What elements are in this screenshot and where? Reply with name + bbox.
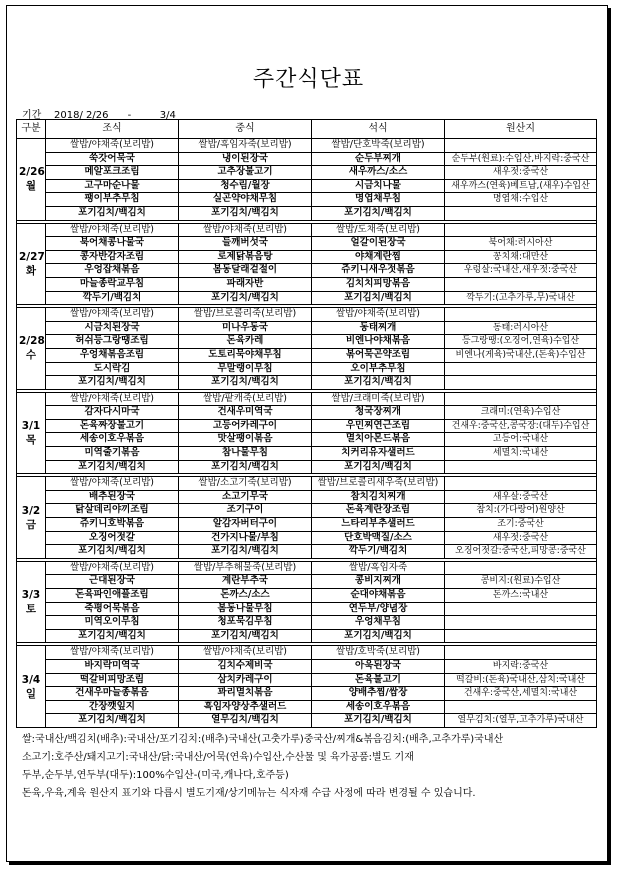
page-title: 주간식단표 <box>252 67 365 92</box>
lunch-item: 돈까스/소스 <box>179 589 312 603</box>
breakfast-item: 세송이호우볶음 <box>46 433 179 447</box>
lunch-item: 도토리묵야채무침 <box>179 348 312 362</box>
breakfast-item: 미역줄기볶음 <box>46 447 179 461</box>
table-row <box>17 392 597 406</box>
table-row <box>17 646 597 660</box>
dinner-item: 김치치피망볶음 <box>312 277 445 291</box>
origin-cell: 콩비지:(원료)수입산 <box>445 575 597 589</box>
origin-cell: 참치:(가다랑어)원양산 <box>445 504 597 518</box>
dinner-item: 깍두기/백김치 <box>312 545 445 559</box>
table-row <box>17 561 597 575</box>
breakfast-item: 포기김치/백김치 <box>46 714 179 728</box>
origin-cell: 순두부(원료):수입산,바지락:중국산 <box>445 152 597 166</box>
table-row <box>17 223 597 237</box>
breakfast-item: 돈육파인애플조림 <box>46 589 179 603</box>
lunch-item: 봄동나물무침 <box>179 602 312 616</box>
table-row <box>17 629 597 643</box>
lunch-item: 고등어카레구이 <box>179 419 312 433</box>
origin-cell: 북어채:러시아산 <box>445 237 597 251</box>
lunch-item: 쌀밥/흑임자죽(보리밥) <box>179 139 312 153</box>
dinner-item: 돈육불고기 <box>312 673 445 687</box>
day-cell <box>17 308 46 390</box>
breakfast-item: 북어채콩나물국 <box>46 237 179 251</box>
table-row <box>17 531 597 545</box>
breakfast-item: 시금치된장국 <box>46 321 179 335</box>
dinner-item: 오이부추무침 <box>312 362 445 376</box>
breakfast-item: 포기김치/백김치 <box>46 206 179 220</box>
table-row <box>17 179 597 193</box>
day-date: 2/26 <box>19 166 45 179</box>
dinner-item: 쌀밥/흑임자죽 <box>312 561 445 575</box>
table-row <box>17 348 597 362</box>
dinner-item: 야채계란찜 <box>312 250 445 264</box>
table-row <box>17 362 597 376</box>
table-row <box>17 206 597 220</box>
origin-cell: 비엔나(게육)국내산,(돈육)수입산 <box>445 348 597 362</box>
lunch-item: 건가지나물/부침 <box>179 531 312 545</box>
table-row <box>17 277 597 291</box>
breakfast-item: 쌀밥/야채죽(보리밥) <box>46 308 179 322</box>
dinner-item: 비엔나야채볶음 <box>312 335 445 349</box>
breakfast-item: 배추된장국 <box>46 490 179 504</box>
day-date: 3/2 <box>21 504 41 517</box>
lunch-item: 쌀밥/야채죽(보리밥) <box>179 646 312 660</box>
dinner-item: 우엉채무침 <box>312 616 445 630</box>
lunch-item: 로제닭볶음탕 <box>179 250 312 264</box>
origin-cell: 돈까스:국내산 <box>445 589 597 603</box>
table-row <box>17 460 597 474</box>
origin-cell <box>445 277 597 291</box>
origin-cell <box>445 206 597 220</box>
lunch-item: 돈육카레 <box>179 335 312 349</box>
origin-cell: 고등어:국내산 <box>445 433 597 447</box>
table-row <box>17 700 597 714</box>
breakfast-item: 쌀밥/야채죽(보리밥) <box>46 477 179 491</box>
table-row <box>17 433 597 447</box>
lunch-item: 알감자버터구이 <box>179 518 312 532</box>
day-cell <box>17 392 46 474</box>
day-weekday: 토 <box>25 603 37 616</box>
dinner-item: 얼갈이된장국 <box>312 237 445 251</box>
dinner-item: 쌀밥/단호박죽(보리밥) <box>312 139 445 153</box>
dinner-item: 멸치아몬드볶음 <box>312 433 445 447</box>
breakfast-item: 마늘종락교무침 <box>46 277 179 291</box>
table-row <box>17 687 597 701</box>
origin-cell: 새우젓:중국산 <box>445 166 597 180</box>
dinner-item: 느타리부추샐러드 <box>312 518 445 532</box>
breakfast-item: 간장깻잎지 <box>46 700 179 714</box>
breakfast-item: 건새우마늘종볶음 <box>46 687 179 701</box>
table-row <box>17 139 597 153</box>
period-end: 3/4 <box>159 110 176 121</box>
breakfast-item: 허쉬등그랑땡조림 <box>46 335 179 349</box>
dinner-item: 연두부/양념장 <box>312 602 445 616</box>
breakfast-item: 오징어젓갈 <box>46 531 179 545</box>
lunch-item: 실곤약야채무침 <box>179 193 312 207</box>
day-weekday: 월 <box>25 180 37 193</box>
origin-cell: 동태:러시아산 <box>445 321 597 335</box>
breakfast-item: 닭살데리야끼조림 <box>46 504 179 518</box>
dinner-item: 양배추찜/쌈장 <box>312 687 445 701</box>
origin-cell <box>445 629 597 643</box>
lunch-item: 참나물무침 <box>179 447 312 461</box>
table-row <box>17 447 597 461</box>
origin-cell <box>445 223 597 237</box>
table-row <box>17 335 597 349</box>
table-row <box>17 152 597 166</box>
origin-cell: 오징어젓갈:중국산,피망콩:중국산 <box>445 545 597 559</box>
origin-cell <box>445 460 597 474</box>
day-weekday: 화 <box>25 264 37 277</box>
dinner-item: 순두부찌개 <box>312 152 445 166</box>
table-row <box>17 291 597 305</box>
dinner-item: 포기김치/백김치 <box>312 206 445 220</box>
lunch-item: 건새우미역국 <box>179 406 312 420</box>
lunch-item: 쌀밥/브로콜리죽(보리밥) <box>179 308 312 322</box>
breakfast-item: 쑥갓어묵국 <box>46 152 179 166</box>
lunch-item: 고추장불고기 <box>179 166 312 180</box>
lunch-item: 들깨버섯국 <box>179 237 312 251</box>
origin-cell: 명엽채:수입산 <box>445 193 597 207</box>
lunch-item: 소고기무국 <box>179 490 312 504</box>
origin-cell <box>445 308 597 322</box>
lunch-item: 미나우동국 <box>179 321 312 335</box>
breakfast-item: 도시락김 <box>46 362 179 376</box>
header-breakfast: 조식 <box>46 120 179 139</box>
origin-cell <box>445 376 597 390</box>
table-row <box>17 575 597 589</box>
lunch-item: 맛살팽이볶음 <box>179 433 312 447</box>
lunch-item: 냉이된장국 <box>179 152 312 166</box>
header-category: 구분 <box>17 120 46 139</box>
lunch-item: 쌀밥/야채죽(보리밥) <box>179 223 312 237</box>
dinner-item: 포기김치/백김치 <box>312 714 445 728</box>
table-row <box>17 714 597 728</box>
dinner-item: 쌀밥/브로콜리새우죽(보리밥) <box>312 477 445 491</box>
dinner-item: 새우까스/소스 <box>312 166 445 180</box>
day-date: 2/27 <box>19 250 45 263</box>
lunch-item: 김치수제비국 <box>179 659 312 673</box>
lunch-item: 청수림/월장 <box>179 179 312 193</box>
table-row <box>17 659 597 673</box>
dinner-item: 동태찌개 <box>312 321 445 335</box>
lunch-item: 포기김치/백김치 <box>179 206 312 220</box>
breakfast-item: 포기김치/백김치 <box>46 629 179 643</box>
breakfast-item: 쌀밥/야채죽(보리밥) <box>46 392 179 406</box>
dinner-item: 포기김치/백김치 <box>312 460 445 474</box>
breakfast-item: 쌀밥/야채죽(보리밥) <box>46 646 179 660</box>
table-row <box>17 193 597 207</box>
origin-cell: 바지락:중국산 <box>445 659 597 673</box>
header-row <box>17 120 597 139</box>
table-row <box>17 518 597 532</box>
origin-cell: 새우젓:중국산 <box>445 531 597 545</box>
lunch-item: 포기김치/백김치 <box>179 291 312 305</box>
origin-cell: 꽁치채:대만산 <box>445 250 597 264</box>
dinner-item: 아욱된장국 <box>312 659 445 673</box>
breakfast-item: 쥬키니호박볶음 <box>46 518 179 532</box>
lunch-item: 포기김치/백김치 <box>179 545 312 559</box>
breakfast-item: 감자다시마국 <box>46 406 179 420</box>
breakfast-item: 메알포크조림 <box>46 166 179 180</box>
dinner-item: 쌀밥/호박죽(보리밥) <box>312 646 445 660</box>
dinner-item: 세송이호우볶음 <box>312 700 445 714</box>
table-row <box>17 504 597 518</box>
breakfast-item: 우엉잡채볶음 <box>46 264 179 278</box>
table-row <box>17 477 597 491</box>
dinner-item: 돈육계란장조림 <box>312 504 445 518</box>
table-row <box>17 589 597 603</box>
table-row <box>17 545 597 559</box>
lunch-item: 포기김치/백김치 <box>179 460 312 474</box>
dinner-item: 시금치나물 <box>312 179 445 193</box>
day-date: 3/1 <box>21 419 41 432</box>
day-date: 3/4 <box>21 673 41 686</box>
dinner-item: 콩비지찌개 <box>312 575 445 589</box>
menu-table <box>16 119 597 728</box>
origin-cell <box>445 700 597 714</box>
breakfast-item: 포기김치/백김치 <box>46 545 179 559</box>
dinner-item: 우민찌연근조림 <box>312 419 445 433</box>
origin-cell: 새우살:중국산 <box>445 490 597 504</box>
breakfast-item: 쌀밥/야채죽(보리밥) <box>46 561 179 575</box>
lunch-item: 포기김치/백김치 <box>179 629 312 643</box>
dinner-item: 볶어묵곤약조림 <box>312 348 445 362</box>
origin-cell <box>445 392 597 406</box>
dinner-item: 참치김치찌개 <box>312 490 445 504</box>
dinner-item: 포기김치/백김치 <box>312 629 445 643</box>
day-date: 2/28 <box>19 335 45 348</box>
origin-cell: 건새우:중국산,세멸치:국내산 <box>445 687 597 701</box>
breakfast-item: 근대된장국 <box>46 575 179 589</box>
period-start: 2018/ 2/26 <box>54 110 109 121</box>
breakfast-item: 포기김치/백김치 <box>46 376 179 390</box>
origin-cell <box>445 139 597 153</box>
header-lunch: 중식 <box>179 120 312 139</box>
origin-cell <box>445 646 597 660</box>
table-row <box>17 673 597 687</box>
day-cell <box>17 561 46 643</box>
origin-cell: 열무김치:(열무,고추가루)국내산 <box>445 714 597 728</box>
header-origin: 원산지 <box>445 120 597 139</box>
lunch-item: 청포묵김무침 <box>179 616 312 630</box>
origin-cell: 세멸치:국내산 <box>445 447 597 461</box>
breakfast-item: 죽평어묵볶음 <box>46 602 179 616</box>
origin-cell <box>445 616 597 630</box>
lunch-item: 파래자반 <box>179 277 312 291</box>
day-weekday: 일 <box>25 687 37 700</box>
day-cell <box>17 223 46 305</box>
lunch-item: 쌀밥/팥캐죽(보리밥) <box>179 392 312 406</box>
dinner-item: 쌀밥/도채죽(보리밥) <box>312 223 445 237</box>
note-line: 쌀:국내산/백김치(배추):국내산/포기김치:(배추)국내산(고춧가루)중국산/찌개&볶음김치:(배추,고추가루)국내산 <box>22 734 504 745</box>
origin-cell: 등그랑땡:(오징어,연육)수입산 <box>445 335 597 349</box>
table-row <box>17 321 597 335</box>
lunch-item: 쌀밥/소고기죽(보리밥) <box>179 477 312 491</box>
origin-cell: 깍두기:(고추가루,무)국내산 <box>445 291 597 305</box>
lunch-item: 포기김치/백김치 <box>179 376 312 390</box>
breakfast-item: 쌀밥/야채죽(보리밥) <box>46 223 179 237</box>
dinner-item: 쌀밥/야채죽(보리밥) <box>312 308 445 322</box>
day-weekday: 수 <box>25 349 37 362</box>
breakfast-item: 바지락미역국 <box>46 659 179 673</box>
dinner-item: 명엽채무침 <box>312 193 445 207</box>
menu-body <box>17 139 597 728</box>
period-dash: - <box>127 110 132 121</box>
dinner-item: 포기김치/백김치 <box>312 376 445 390</box>
dinner-item: 단호박맥질/소스 <box>312 531 445 545</box>
lunch-item: 흑임자양상추샐러드 <box>179 700 312 714</box>
origin-cell: 새우까스(연육)베트남,(새우)수입산 <box>445 179 597 193</box>
table-row <box>17 406 597 420</box>
lunch-item: 계란부추국 <box>179 575 312 589</box>
origin-cell <box>445 561 597 575</box>
period-label: 기간 <box>22 110 42 121</box>
breakfast-item: 깍두기/백김치 <box>46 291 179 305</box>
origin-cell <box>445 477 597 491</box>
lunch-item: 꽈리멸치볶음 <box>179 687 312 701</box>
notes <box>22 731 503 803</box>
dinner-item: 치커리유자샐러드 <box>312 447 445 461</box>
table-row <box>17 376 597 390</box>
table-row <box>17 419 597 433</box>
table-row <box>17 490 597 504</box>
breakfast-item: 쌀밥/야채죽(보리밥) <box>46 139 179 153</box>
header-dinner: 석식 <box>312 120 445 139</box>
lunch-item: 삼치카레구이 <box>179 673 312 687</box>
breakfast-item: 우엉채볶음조림 <box>46 348 179 362</box>
lunch-item: 쌀밥/부추해물죽(보리밥) <box>179 561 312 575</box>
table-row <box>17 166 597 180</box>
day-weekday: 금 <box>25 518 37 531</box>
breakfast-item: 떡갈비피망조림 <box>46 673 179 687</box>
table-row <box>17 616 597 630</box>
origin-cell: 크래미:(연육)수입산 <box>445 406 597 420</box>
day-weekday: 목 <box>25 433 37 446</box>
note-line: 소고기:호주산/돼지고기:국내산/닭:국내산/어묵(연육)수입산,수산물 및 육가공품:별도 기재 <box>22 752 414 763</box>
table-row <box>17 602 597 616</box>
origin-cell: 조기:중국산 <box>445 518 597 532</box>
note-line: 돈육,우육,계육 원산지 표기와 다릅시 별도기재/상기메뉴는 식자재 수급 사정에 따라 변경될 수 있습니다. <box>22 788 476 799</box>
day-cell <box>17 139 46 221</box>
dinner-item: 포기김치/백김치 <box>312 291 445 305</box>
dinner-item: 청국장찌개 <box>312 406 445 420</box>
breakfast-item: 고구마순나물 <box>46 179 179 193</box>
lunch-item: 조기구이 <box>179 504 312 518</box>
origin-cell <box>445 362 597 376</box>
origin-cell: 우렁살:국내산,새우젓:중국산 <box>445 264 597 278</box>
lunch-item: 봄동달래겉절이 <box>179 264 312 278</box>
dinner-item: 쥬키니새우젓볶음 <box>312 264 445 278</box>
breakfast-item: 돈육짜장불고기 <box>46 419 179 433</box>
table-row <box>17 237 597 251</box>
origin-cell: 건새우:중국산,콩국장:(대두)수입산 <box>445 419 597 433</box>
table-row <box>17 250 597 264</box>
breakfast-item: 콩자반감자조림 <box>46 250 179 264</box>
day-date: 3/3 <box>21 589 41 602</box>
origin-cell <box>445 602 597 616</box>
breakfast-item: 미역오이무침 <box>46 616 179 630</box>
origin-cell: 떡갈비:(돈육)국내산,삼치:국내산 <box>445 673 597 687</box>
note-line: 두부,순두부,연두부(대두):100%수입산-(미국,캐나다,호주등) <box>22 770 289 781</box>
day-cell <box>17 477 46 559</box>
lunch-item: 무말랭이무침 <box>179 362 312 376</box>
table-row <box>17 264 597 278</box>
table-row <box>17 308 597 322</box>
breakfast-item: 팽이부추무침 <box>46 193 179 207</box>
dinner-item: 쌀밥/크래미죽(보리밥) <box>312 392 445 406</box>
breakfast-item: 포기김치/백김치 <box>46 460 179 474</box>
day-cell <box>17 646 46 728</box>
dinner-item: 순대야채볶음 <box>312 589 445 603</box>
lunch-item: 열무김치/백김치 <box>179 714 312 728</box>
